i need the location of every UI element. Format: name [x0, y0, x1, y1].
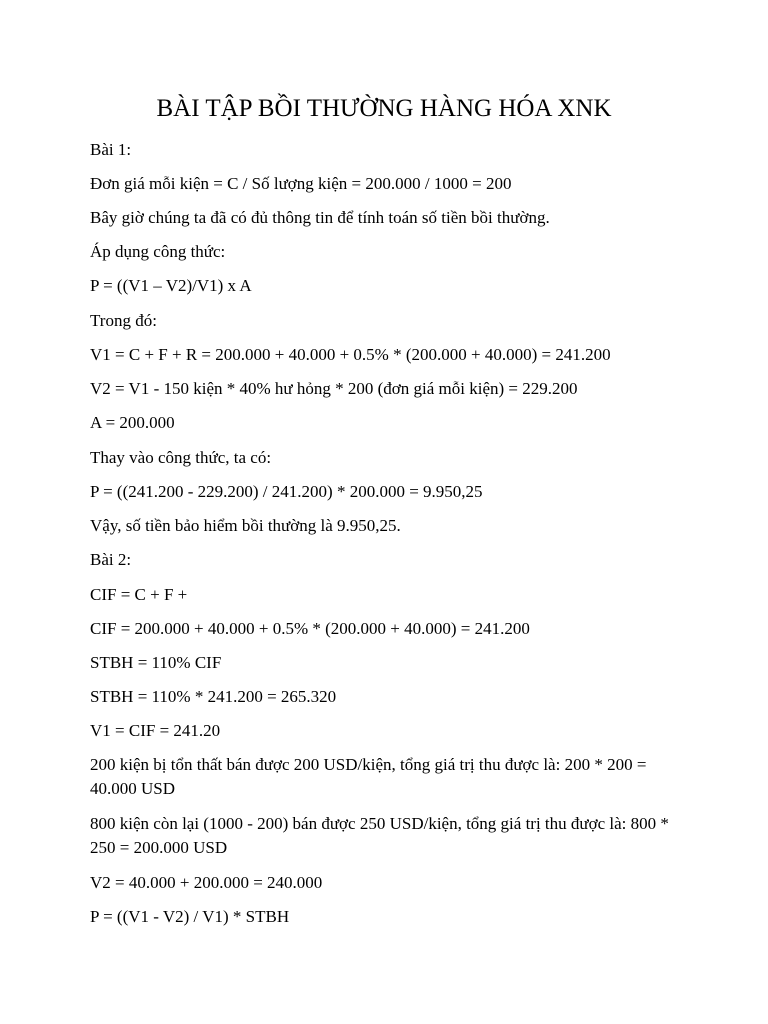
formula-line: P = ((V1 - V2) / V1) * STBH [90, 907, 290, 926]
formula-line: V2 = 40.000 + 200.000 = 240.000 [90, 873, 323, 892]
formula-line: CIF = 200.000 + 40.000 + 0.5% * (200.000 + 40.000) = 241.200 [90, 619, 530, 638]
formula-line: P = ((241.200 - 229.200) / 241.200) * 200.000 = 9.950,25 [90, 482, 483, 501]
text-line: Bài 1: [90, 140, 132, 159]
formula-line: A = 200.000 [90, 413, 175, 432]
text-line: 200 kiện bị tổn thất bán được 200 USD/kiện, tổng giá trị thu được là: 200 * 200 = 40.000 USD [90, 755, 647, 798]
text-line: Áp dụng công thức: [90, 242, 226, 261]
formula-line: CIF = C + F + [90, 585, 188, 604]
text-line: Đơn giá mỗi kiện = C / Số lượng kiện = 200.000 / 1000 = 200 [90, 174, 512, 193]
formula-line: V1 = C + F + R = 200.000 + 40.000 + 0.5% * (200.000 + 40.000) = 241.200 [90, 345, 611, 364]
formula-line: V2 = V1 - 150 kiện * 40% hư hỏng * 200 (đơn giá mỗi kiện) = 229.200 [90, 379, 578, 398]
text-line: Thay vào công thức, ta có: [90, 448, 272, 467]
formula-line: STBH = 110% CIF [90, 653, 222, 672]
formula-line: V1 = CIF = 241.20 [90, 721, 221, 740]
text-line: Bây giờ chúng ta đã có đủ thông tin để tính toán số tiền bồi thường. [90, 208, 550, 227]
formula-line: STBH = 110% * 241.200 = 265.320 [90, 687, 337, 706]
text-line: Vậy, số tiền bảo hiểm bồi thường là 9.950,25. [90, 516, 401, 535]
formula-line: P = ((V1 – V2)/V1) x A [90, 276, 252, 295]
text-line: 800 kiện còn lại (1000 - 200) bán được 250 USD/kiện, tổng giá trị thu được là: 800 * 250 = 200.000 USD [90, 814, 669, 857]
document-title: BÀI TẬP BỒI THƯỜNG HÀNG HÓA XNK [156, 95, 612, 122]
text-line: Bài 2: [90, 550, 132, 569]
text-line: Trong đó: [90, 311, 157, 330]
